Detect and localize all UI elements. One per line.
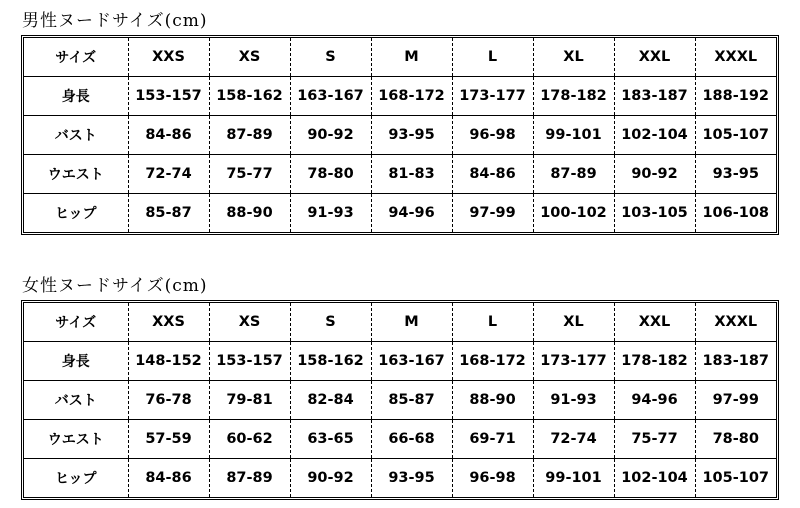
value-cell: 102-104 xyxy=(614,115,695,154)
header-label-cell: サイズ xyxy=(24,303,128,341)
value-cell: 178-182 xyxy=(614,341,695,380)
value-cell: 105-107 xyxy=(702,470,770,487)
value-cell: 69-71 xyxy=(452,420,533,459)
value-cell: 78-80 xyxy=(290,155,371,194)
value-cell: 72-74 xyxy=(128,155,209,194)
value-cell: 81-83 xyxy=(371,155,452,194)
size-header-cell: XXS xyxy=(128,38,209,76)
value-cell: 183-187 xyxy=(614,76,695,115)
value-cell: 84-86 xyxy=(452,155,533,194)
value-cell: 90-92 xyxy=(614,155,695,194)
value-cell: 106-108 xyxy=(702,205,770,222)
size-header-cell: M xyxy=(371,303,452,341)
value-cell: 84-86 xyxy=(128,459,209,497)
size-header-cell: XXL xyxy=(614,303,695,341)
value-cell: 79-81 xyxy=(209,380,290,419)
section-title: 女性ヌードサイズ(cm) xyxy=(22,276,208,296)
value-cell: 75-77 xyxy=(209,155,290,194)
size-header-cell: M xyxy=(371,38,452,76)
header-label-cell: サイズ xyxy=(24,38,128,76)
table-row xyxy=(24,341,776,380)
value-cell: 87-89 xyxy=(209,459,290,497)
row-label-cell: ヒップ xyxy=(24,194,128,232)
value-cell: 91-93 xyxy=(290,194,371,232)
value-cell: 153-157 xyxy=(209,341,290,380)
value-cell: 96-98 xyxy=(452,115,533,154)
table-row xyxy=(24,420,776,459)
value-cell: 66-68 xyxy=(371,420,452,459)
value-cell: 188-192 xyxy=(695,76,776,115)
value-cell: 91-93 xyxy=(533,380,614,419)
value-cell: 163-167 xyxy=(371,341,452,380)
value-cell: 158-162 xyxy=(209,76,290,115)
value-cell: 158-162 xyxy=(290,341,371,380)
value-cell: 85-87 xyxy=(371,380,452,419)
value-cell: 105-107 xyxy=(695,115,776,154)
value-cell: 87-89 xyxy=(533,155,614,194)
value-cell: 93-95 xyxy=(371,115,452,154)
value-cell: 85-87 xyxy=(128,194,209,232)
value-cell: 88-90 xyxy=(452,380,533,419)
size-header-cell: XXL xyxy=(614,38,695,76)
value-cell: 153-157 xyxy=(128,76,209,115)
value-cell: 178-182 xyxy=(533,76,614,115)
size-header-cell: XXS xyxy=(128,303,209,341)
value-cell: 90-92 xyxy=(290,115,371,154)
row-label-cell: バスト xyxy=(24,380,128,419)
value-cell: 88-90 xyxy=(209,194,290,232)
value-cell: 183-187 xyxy=(695,341,776,380)
row-label-cell: ウエスト xyxy=(24,420,128,459)
value-cell: 168-172 xyxy=(452,341,533,380)
row-label-cell: バスト xyxy=(24,115,128,154)
header-row xyxy=(24,38,776,76)
value-cell: 99-101 xyxy=(533,459,614,497)
mens-size-table xyxy=(24,38,776,232)
value-cell: 103-105 xyxy=(614,194,695,232)
value-cell: 82-84 xyxy=(290,380,371,419)
value-cell: 90-92 xyxy=(290,459,371,497)
header-row xyxy=(24,303,776,341)
table-frame xyxy=(21,300,779,500)
table-row xyxy=(24,459,776,497)
value-cell: 72-74 xyxy=(533,420,614,459)
row-label-cell: ヒップ xyxy=(24,459,128,497)
value-cell: 93-95 xyxy=(695,155,776,194)
value-cell: 97-99 xyxy=(695,380,776,419)
size-header-cell: XL xyxy=(533,303,614,341)
table-row xyxy=(24,380,776,419)
value-cell: 173-177 xyxy=(533,341,614,380)
row-label-cell: 身長 xyxy=(24,76,128,115)
value-cell: 100-102 xyxy=(533,194,614,232)
table-row xyxy=(24,115,776,154)
size-header-cell: XXXL xyxy=(695,38,776,76)
value-cell: 173-177 xyxy=(452,76,533,115)
value-cell: 102-104 xyxy=(614,459,695,497)
value-cell: 96-98 xyxy=(452,459,533,497)
value-cell: 57-59 xyxy=(128,420,209,459)
value-cell: 94-96 xyxy=(614,380,695,419)
womens-size-table xyxy=(24,303,776,497)
value-cell: 60-62 xyxy=(209,420,290,459)
value-cell: 63-65 xyxy=(290,420,371,459)
value-cell: 168-172 xyxy=(371,76,452,115)
value-cell: 87-89 xyxy=(209,115,290,154)
size-header-cell: XXXL xyxy=(695,303,776,341)
section-title: 男性ヌードサイズ(cm) xyxy=(22,11,208,31)
value-cell: 93-95 xyxy=(371,459,452,497)
size-header-cell: L xyxy=(452,303,533,341)
value-cell: 99-101 xyxy=(533,115,614,154)
size-header-cell: L xyxy=(452,38,533,76)
size-header-cell: S xyxy=(290,303,371,341)
size-header-cell: XS xyxy=(209,38,290,76)
table-frame xyxy=(21,35,779,235)
value-cell: 94-96 xyxy=(371,194,452,232)
table-row xyxy=(24,76,776,115)
value-cell: 163-167 xyxy=(290,76,371,115)
value-cell: 84-86 xyxy=(128,115,209,154)
value-cell: 78-80 xyxy=(695,420,776,459)
value-cell: 148-152 xyxy=(128,341,209,380)
size-header-cell: XS xyxy=(209,303,290,341)
table-row xyxy=(24,155,776,194)
row-label-cell: 身長 xyxy=(24,341,128,380)
row-label-cell: ウエスト xyxy=(24,155,128,194)
size-header-cell: XL xyxy=(533,38,614,76)
value-cell: 75-77 xyxy=(614,420,695,459)
value-cell: 76-78 xyxy=(128,380,209,419)
value-cell: 97-99 xyxy=(452,194,533,232)
size-header-cell: S xyxy=(290,38,371,76)
table-row xyxy=(24,194,776,232)
